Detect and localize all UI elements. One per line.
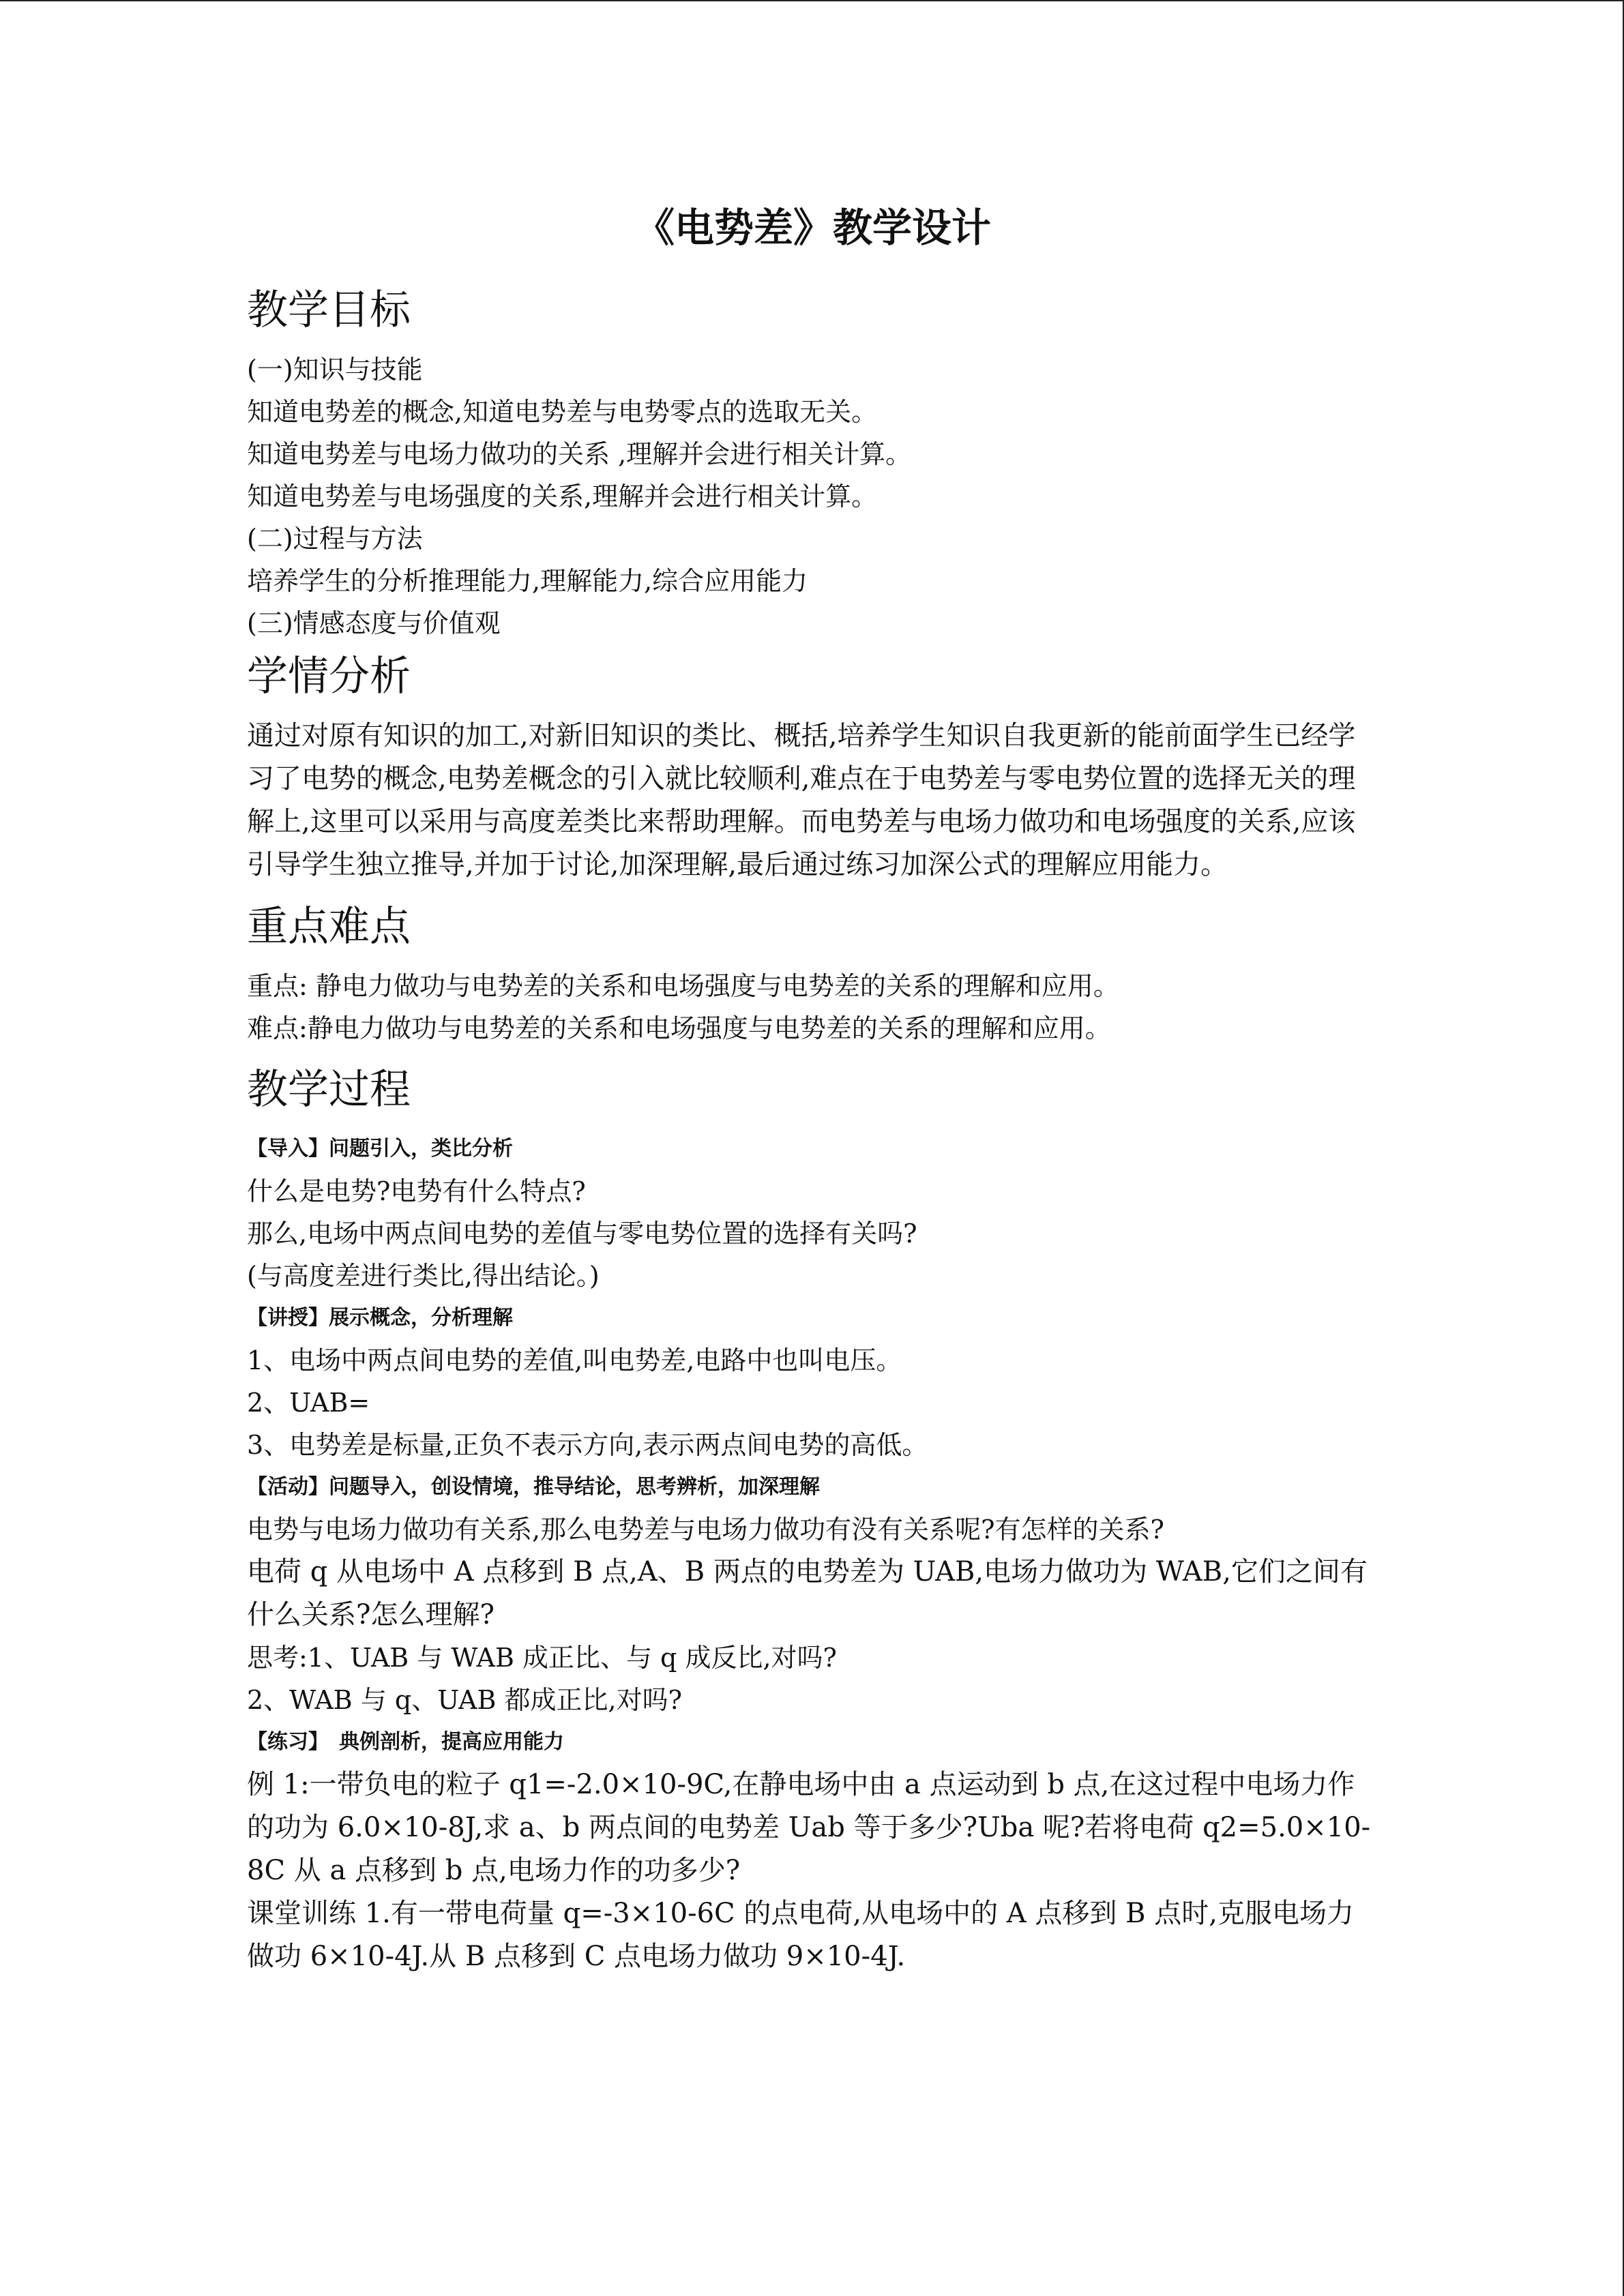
activity-tag: 【活动】问题导入，创设情境，推导结论，思考辨析，加深理解 <box>247 1474 820 1499</box>
section-heading-analysis: 学情分析 <box>247 652 411 700</box>
objective-line: (二)过程与方法 <box>247 523 423 554</box>
activity-line: 电势与电场力做功有关系,那么电势差与电场力做功有没有关系呢?有怎样的关系? <box>247 1514 1164 1545</box>
objective-line: 培养学生的分析推理能力,理解能力,综合应用能力 <box>247 565 808 596</box>
activity-paragraph: 电荷 q 从电场中 A 点移到 B 点,A、B 两点的电势差为 UAB,电场力做功为 WAB,它们之间有什么关系?怎么理解? <box>247 1555 1368 1630</box>
teach-line: 1、电场中两点间电势的差值,叫电势差,电路中也叫电压。 <box>247 1345 902 1375</box>
example-paragraph: 例 1:一带负电的粒子 q1=-2.0×10-9C,在静电场中由 a 点运动到 b 点,在这过程中电场力作的功为 6.0×10-8J,求 a、b 两点间的电势差 Uab 等于多少?Uba 呢?若将电荷 q2=5.0×10-8C 从 a 点移到 b 点,电场力作的功多少? <box>247 1768 1371 1886</box>
difficulty-line: 难点:静电力做功与电势差的关系和电场强度与电势差的关系的理解和应用。 <box>247 1013 1111 1043</box>
activity-line: 思考:1、UAB 与 WAB 成正比、与 q 成反比,对吗? <box>247 1642 837 1673</box>
objective-line: 知道电势差的概念,知道电势差与电势零点的选取无关。 <box>247 396 878 427</box>
intro-line: (与高度差进行类比,得出结论。) <box>247 1260 600 1291</box>
page-border-top <box>0 0 1623 1</box>
section-heading-key-points: 重点难点 <box>247 902 411 951</box>
section-heading-objectives: 教学目标 <box>247 286 411 334</box>
teach-line: 2、UAB= <box>247 1387 370 1418</box>
objective-line: (一)知识与技能 <box>247 354 423 385</box>
activity-line: 2、WAB 与 q、UAB 都成正比,对吗? <box>247 1684 682 1715</box>
teach-tag: 【讲授】展示概念，分析理解 <box>247 1305 513 1330</box>
exercise-paragraph: 课堂训练 1.有一带电荷量 q=-3×10-6C 的点电荷,从电场中的 A 点移到 B 点时,克服电场力做功 6×10-4J.从 B 点移到 C 点电场力做功 9×10-4J. <box>247 1897 1354 1972</box>
practice-tag: 【练习】 典例剖析，提高应用能力 <box>247 1729 564 1754</box>
objective-line: (三)情感态度与价值观 <box>247 608 501 638</box>
document-page <box>247 205 1379 1978</box>
section-heading-process: 教学过程 <box>247 1065 411 1114</box>
analysis-paragraph: 通过对原有知识的加工,对新旧知识的类比、概括,培养学生知识自我更新的能前面学生已经学习了电势的概念,电势差概念的引入就比较顺利,难点在于电势差与零电势位置的选择无关的理解上,这里可以采用与高度差类比来帮助理解。而电势差与电场力做功和电场强度的关系,应该引导学生独立推导,并加于讨论,加深理解,最后通过练习加深公式的理解应用能力。 <box>247 719 1356 880</box>
intro-line: 那么,电场中两点间电势的差值与零电势位置的选择有关吗? <box>247 1218 917 1249</box>
objective-line: 知道电势差与电场力做功的关系 ,理解并会进行相关计算。 <box>247 438 912 469</box>
intro-tag: 【导入】问题引入，类比分析 <box>247 1136 513 1161</box>
intro-line: 什么是电势?电势有什么特点? <box>247 1176 586 1206</box>
key-point-line: 重点: 静电力做功与电势差的关系和电场强度与电势差的关系的理解和应用。 <box>247 970 1119 1001</box>
objective-line: 知道电势差与电场强度的关系,理解并会进行相关计算。 <box>247 481 878 511</box>
teach-line: 3、电势差是标量,正负不表示方向,表示两点间电势的高低。 <box>247 1429 928 1460</box>
document-title: 《电势差》教学设计 <box>634 205 991 251</box>
